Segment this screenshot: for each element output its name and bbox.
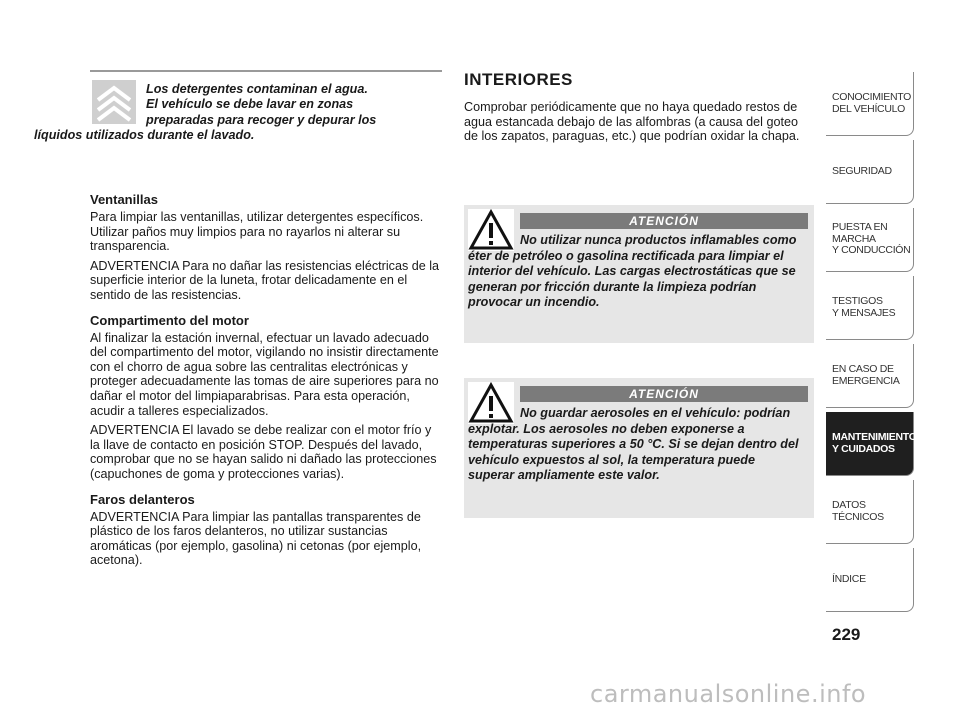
intro-paragraph: Comprobar periódicamente que no haya quedado restos de agua estancada debajo de las alfombras (a causa del goteo de los zapatos, paraguas, etc.) que podrían oxidar la chapa. (464, 100, 800, 144)
tab-conocimiento[interactable]: CONOCIMIENTO DEL VEHÍCULO (826, 72, 914, 136)
tab-emergencia[interactable]: EN CASO DE EMERGENCIA (826, 344, 914, 408)
warning-box (464, 378, 814, 518)
environment-note-text: Los detergentes contaminan el agua. El vehículo se debe lavar en zonas preparadas para recoger y depurar los líquidos utilizados durante el lavado. (34, 82, 377, 143)
tab-indice[interactable]: ÍNDICE (826, 548, 914, 612)
warning-box (464, 205, 814, 343)
tab-testigos[interactable]: TESTIGOS Y MENSAJES (826, 276, 914, 340)
page-number: 229 (832, 625, 861, 644)
paragraph: Al finalizar la estación invernal, efectuar un lavado adecuado del compartimento del motor, vigilando no insistir directamente con el chorro de agua sobre las centralitas electrónicas y proteger adecuadamente las tomas de aire superiores para no dañar el motor del limpiaparabrisas. Para esta operación, acudir a talleres especializados. (90, 330, 439, 418)
paragraph: ADVERTENCIA Para limpiar las pantallas transparentes de plástico de los faros delanteros, no utilizar sustancias aromáticas (por ejemplo, gasolina) ni cetonas (por ejemplo, acetona). (90, 509, 422, 568)
paragraph: ADVERTENCIA Para no dañar las resistencias eléctricas de la superficie interior de la luneta, frotar delicadamente en el sentido de las resistencias. (90, 258, 440, 302)
tab-puesta-en-marcha[interactable]: PUESTA EN MARCHA Y CONDUCCIÓN (826, 208, 914, 272)
warning-text: No guardar aerosoles en el vehículo: podrían explotar. Los aerosoles no deben exponerse a temperaturas superiores a 50 °C. Si se dejan dentro del vehículo expuestos al sol, la temperatura puede superar ampliamente este valor. (468, 406, 799, 483)
right-column (464, 70, 814, 144)
warning-label: ATENCIÓN (520, 213, 808, 229)
section-heading-motor: Compartimento del motor (90, 312, 249, 328)
section-heading-faros: Faros delanteros (90, 491, 195, 507)
page-title: INTERIORES (464, 70, 573, 89)
warning-text: No utilizar nunca productos inflamables como éter de petróleo o gasolina rectificada para limpiar el interior del vehículo. Las cargas electrostáticas que se generan por fricción durante la limpieza podrían provocar un incendio. (468, 233, 797, 310)
paragraph: ADVERTENCIA El lavado se debe realizar con el motor frío y la llave de contacto en posición STOP. Después del lavado, comprobar que no se hayan salido ni dañado las protecciones (capuchones de goma y protecciones varias). (90, 423, 437, 481)
tab-seguridad[interactable]: SEGURIDAD (826, 140, 914, 204)
paragraph: Para limpiar las ventanillas, utilizar detergentes específicos. Utilizar paños muy limpios para no rayarlos ni alterar su transparencia. (90, 210, 424, 254)
tab-mantenimiento[interactable]: MANTENIMIENTO Y CUIDADOS (826, 412, 914, 476)
left-column (34, 70, 442, 573)
environment-note (34, 70, 442, 152)
watermark: carmanualsonline.info (590, 680, 867, 708)
section-heading-ventanillas: Ventanillas (90, 192, 158, 207)
tab-datos-tecnicos[interactable]: DATOS TÉCNICOS (826, 480, 914, 544)
warning-label: ATENCIÓN (520, 386, 808, 402)
environment-arrows-icon (92, 80, 136, 124)
